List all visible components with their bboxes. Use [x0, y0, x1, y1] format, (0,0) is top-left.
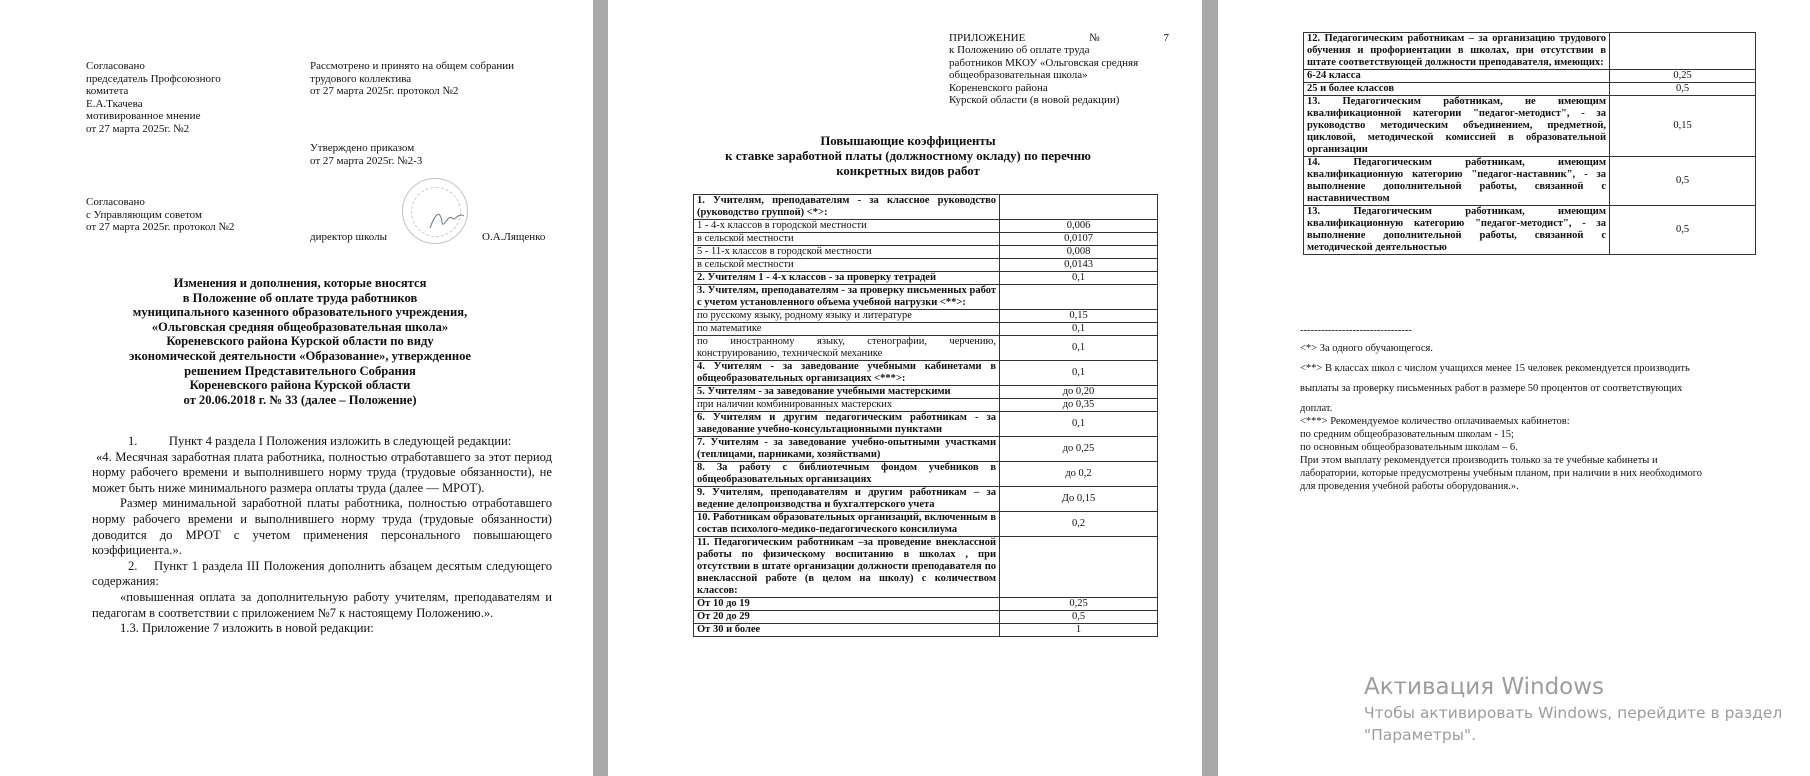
- work-type-cell: по иностранному языку, стенографии, черчению, конструированию, технической механике: [694, 336, 1000, 361]
- work-type-cell: 6-24 класса: [1304, 70, 1610, 83]
- table-row: [694, 462, 1158, 487]
- windows-activation-line1: Чтобы активировать Windows, перейдите в раздел: [1364, 704, 1783, 722]
- footnotes: <*> За одного обучающегося. <**> В классах школ с числом учащихся менее 15 человек рекомендуется производить выплаты за проверку письменных работ в размере 50 процентов от соответствующих доплат. <***> Рекомендуемое количество оплачиваемых кабинетов: по средним общеобразовательным школам - 15; по основным общеобразовательным школам – 6. При этом выплату рекомендуется производить только за те учебные кабинеты и лаборатории, которые предусмотрены учебным планом, при наличии в них необходимого для проведения учебной работы оборудования.».: [1300, 343, 1703, 492]
- paragraph-5: «повышенная оплата за дополнительную работу учителям, преподавателям и педагогам в соответствии с приложением №7 к настоящему Положению.».: [92, 589, 552, 620]
- table-row: [1304, 83, 1756, 96]
- work-type-cell: по русскому языку, родному языку и литературе: [694, 310, 1000, 323]
- coefficient-cell: [1000, 537, 1158, 598]
- coefficient-cell: До 0,15: [1000, 487, 1158, 512]
- work-type-cell: при наличии комбинированных мастерских: [694, 399, 1000, 412]
- coefficient-cell: [1610, 33, 1756, 70]
- work-type-cell: 9. Учителям, преподавателям и другим работникам – за ведение делопроизводства и бухгалтерского учета: [694, 487, 1000, 512]
- body-text: [92, 434, 552, 637]
- windows-activation-line2: "Параметры".: [1364, 726, 1477, 744]
- coefficient-cell: [1000, 195, 1158, 220]
- coefficient-cell: до 0,35: [1000, 399, 1158, 412]
- coefficient-cell: 0,5: [1610, 83, 1756, 96]
- coefficient-cell: 0,1: [1000, 323, 1158, 336]
- windows-activation-title: Активация Windows: [1364, 674, 1605, 700]
- table-row: [694, 310, 1158, 323]
- work-type-cell: 14. Педагогическим работникам, имеющим квалификационную категорию "педагог-наставник", - за выполнение дополнительной работы, связанной с наставничеством: [1304, 157, 1610, 206]
- work-type-cell: От 20 до 29: [694, 611, 1000, 624]
- paragraph-6: 1.3. Приложение 7 изложить в новой редакции:: [120, 621, 374, 636]
- document-page-3: [1218, 0, 1810, 776]
- coefficient-cell: 0,5: [1000, 611, 1158, 624]
- work-type-cell: 25 и более классов: [1304, 83, 1610, 96]
- coefficient-cell: [1000, 285, 1158, 310]
- footnote-rule: --------------------------------: [1300, 325, 1412, 336]
- director-label: директор школы: [310, 231, 387, 243]
- windows-activation-watermark: [1364, 672, 1782, 746]
- work-type-cell: 5 - 11-х классов в городской местности: [694, 246, 1000, 259]
- amendments-title: Изменения и дополнения, которые вносятся в Положение об оплате труда работников муниципального казенного образовательного учреждения, «Ольговская средняя общеобразовательная школа» Кореневского района Курской области по виду экономической деятельности «Образование», утвержденное решением Представительного Собрания Кореневского района Курской области от 20.06.2018 г. № 33 (далее – Положение): [128, 276, 472, 407]
- coefficient-cell: до 0,2: [1000, 462, 1158, 487]
- table-row: [694, 598, 1158, 611]
- document-page-1: [0, 0, 593, 776]
- paragraph-4: 2. Пункт 1 раздела III Положения дополнить абзацем десятым следующего содержания:: [92, 558, 552, 589]
- table-row: [694, 399, 1158, 412]
- table-row: [694, 195, 1158, 220]
- table-row: [694, 220, 1158, 233]
- table-row: [694, 285, 1158, 310]
- table-row: [694, 259, 1158, 272]
- director-name: О.А.Лященко: [482, 231, 546, 243]
- table-row: [694, 386, 1158, 399]
- work-type-cell: 1. Учителям, преподавателям - за классное руководство (руководство группой) <*>:: [694, 195, 1000, 220]
- work-type-cell: 13. Педагогическим работникам, имеющим квалификационную категорию "педагог-методист", - за выполнение дополнительной работы, связанной с методической деятельностью: [1304, 206, 1610, 255]
- coefficient-cell: до 0,20: [1000, 386, 1158, 399]
- approved-block: Утверждено приказом от 27 марта 2025г. №2-3: [310, 142, 423, 167]
- work-type-cell: по математике: [694, 323, 1000, 336]
- table-row: [1304, 96, 1756, 157]
- coefficient-cell: 0,1: [1000, 336, 1158, 361]
- work-type-cell: в сельской местности: [694, 233, 1000, 246]
- table-row: [1304, 157, 1756, 206]
- paragraph-1: 1. Пункт 4 раздела I Положения изложить в следующей редакции:: [128, 434, 512, 448]
- coefficient-cell: 0,008: [1000, 246, 1158, 259]
- work-type-cell: 3. Учителям, преподавателям - за проверку письменных работ с учетом установленного объема учебной нагрузки <**>:: [694, 285, 1000, 310]
- table-row: [694, 412, 1158, 437]
- coefficient-cell: 0,5: [1610, 206, 1756, 255]
- coefficient-cell: 0,25: [1000, 598, 1158, 611]
- table-row: [694, 272, 1158, 285]
- coefficient-cell: до 0,25: [1000, 437, 1158, 462]
- work-type-cell: От 10 до 19: [694, 598, 1000, 611]
- agreed-council-block: Согласовано с Управляющим советом от 27 марта 2025г. протокол №2: [86, 196, 235, 234]
- considered-block: Рассмотрено и принято на общем собрании трудового коллектива от 27 марта 2025г. протокол №2: [310, 60, 515, 98]
- table-row: [694, 611, 1158, 624]
- work-type-cell: 6. Учителям и другим педагогическим работникам - за заведование учебно-консультационными пунктами: [694, 412, 1000, 437]
- work-type-cell: 13. Педагогическим работникам, не имеющим квалификационной категории "педагог-методист", - за руководство методическим объединением, предметной, цикловой, методической комиссией в образовательной организации: [1304, 96, 1610, 157]
- coefficient-cell: 0,1: [1000, 361, 1158, 386]
- coefficients-heading: Повышающие коэффициенты к ставке заработной платы (должностному окладу) по перечню конкретных видов работ: [725, 134, 1091, 178]
- table-row: [694, 336, 1158, 361]
- signature-icon: [428, 208, 466, 234]
- table-row: [694, 361, 1158, 386]
- coefficient-cell: 1: [1000, 624, 1158, 637]
- table-row: [694, 487, 1158, 512]
- table-row: [694, 624, 1158, 637]
- work-type-cell: 11. Педагогическим работникам –за проведение внеклассной работы по физическому воспитанию в школах , при отсутствии в штате организации должности преподавателя по внеклассной работе (в целом на школу) с количеством классов:: [694, 537, 1000, 598]
- table-row: [694, 537, 1158, 598]
- coefficient-cell: 0,006: [1000, 220, 1158, 233]
- table-row: [694, 323, 1158, 336]
- paragraph-2: «4. Месячная заработная плата работника, полностью отработавшего за этот период норму рабочего времени и выполнившего норму труда (трудовые обязанности), не может быть ниже минимального размера оплаты труда (далее — МРОТ).: [92, 449, 552, 495]
- work-type-cell: 10. Работникам образовательных организаций, включенным в состав психолого-медико-педагогического консилиума: [694, 512, 1000, 537]
- coefficient-cell: 0,2: [1000, 512, 1158, 537]
- coefficients-table: [693, 194, 1158, 637]
- coefficient-cell: 0,0143: [1000, 259, 1158, 272]
- table-row: [1304, 70, 1756, 83]
- coefficients-table-continued: [1303, 32, 1756, 255]
- coefficient-cell: 0,0107: [1000, 233, 1158, 246]
- coefficient-cell: 0,15: [1000, 310, 1158, 323]
- work-type-cell: 8. За работу с библиотечным фондом учебников в общеобразовательных организациях: [694, 462, 1000, 487]
- work-type-cell: 4. Учителям - за заведование учебными кабинетами в общеобразовательных организациях <***>:: [694, 361, 1000, 386]
- appendix-number-line: ПРИЛОЖЕНИЕ № 7: [949, 32, 1169, 44]
- work-type-cell: 5. Учителям - за заведование учебными мастерскими: [694, 386, 1000, 399]
- agreed-union-block: Согласовано председатель Профсоюзного комитета Е.А.Ткачева мотивированное мнение от 27 марта 2025г. №2: [86, 60, 221, 135]
- table-row: [694, 233, 1158, 246]
- work-type-cell: От 30 и более: [694, 624, 1000, 637]
- paragraph-3: Размер минимальной заработной платы работника, полностью отработавшего норму рабочего времени и выполнившего норму труда (трудовые обязанности) доводится до МРОТ с учетом применения персонального повышающего коэффициента.».: [92, 496, 552, 558]
- coefficient-cell: 0,15: [1610, 96, 1756, 157]
- work-type-cell: 7. Учителям - за заведование учебно-опытными участками (теплицами, парниками, хозяйствами): [694, 437, 1000, 462]
- document-page-2: [608, 0, 1202, 776]
- work-type-cell: 12. Педагогическим работникам – за организацию трудового обучения и профориентации в школах, при отсутствии в штате соответствующей должности преподавателя, имеющих:: [1304, 33, 1610, 70]
- appendix-header: ПРИЛОЖЕНИЕ № 7 к Положению об оплате труда работников МКОУ «Ольговская средняя общеобразовательная школа» Кореневского района Курской области (в новой редакции): [949, 32, 1169, 107]
- work-type-cell: 1 - 4-х классов в городской местности: [694, 220, 1000, 233]
- work-type-cell: в сельской местности: [694, 259, 1000, 272]
- coefficient-cell: 0,5: [1610, 157, 1756, 206]
- coefficient-cell: 0,1: [1000, 272, 1158, 285]
- table-row: [1304, 206, 1756, 255]
- table-row: [694, 512, 1158, 537]
- coefficient-cell: 0,25: [1610, 70, 1756, 83]
- coefficient-cell: 0,1: [1000, 412, 1158, 437]
- table-row: [694, 437, 1158, 462]
- work-type-cell: 2. Учителям 1 - 4-х классов - за проверку тетрадей: [694, 272, 1000, 285]
- table-row: [694, 246, 1158, 259]
- table-row: [1304, 33, 1756, 70]
